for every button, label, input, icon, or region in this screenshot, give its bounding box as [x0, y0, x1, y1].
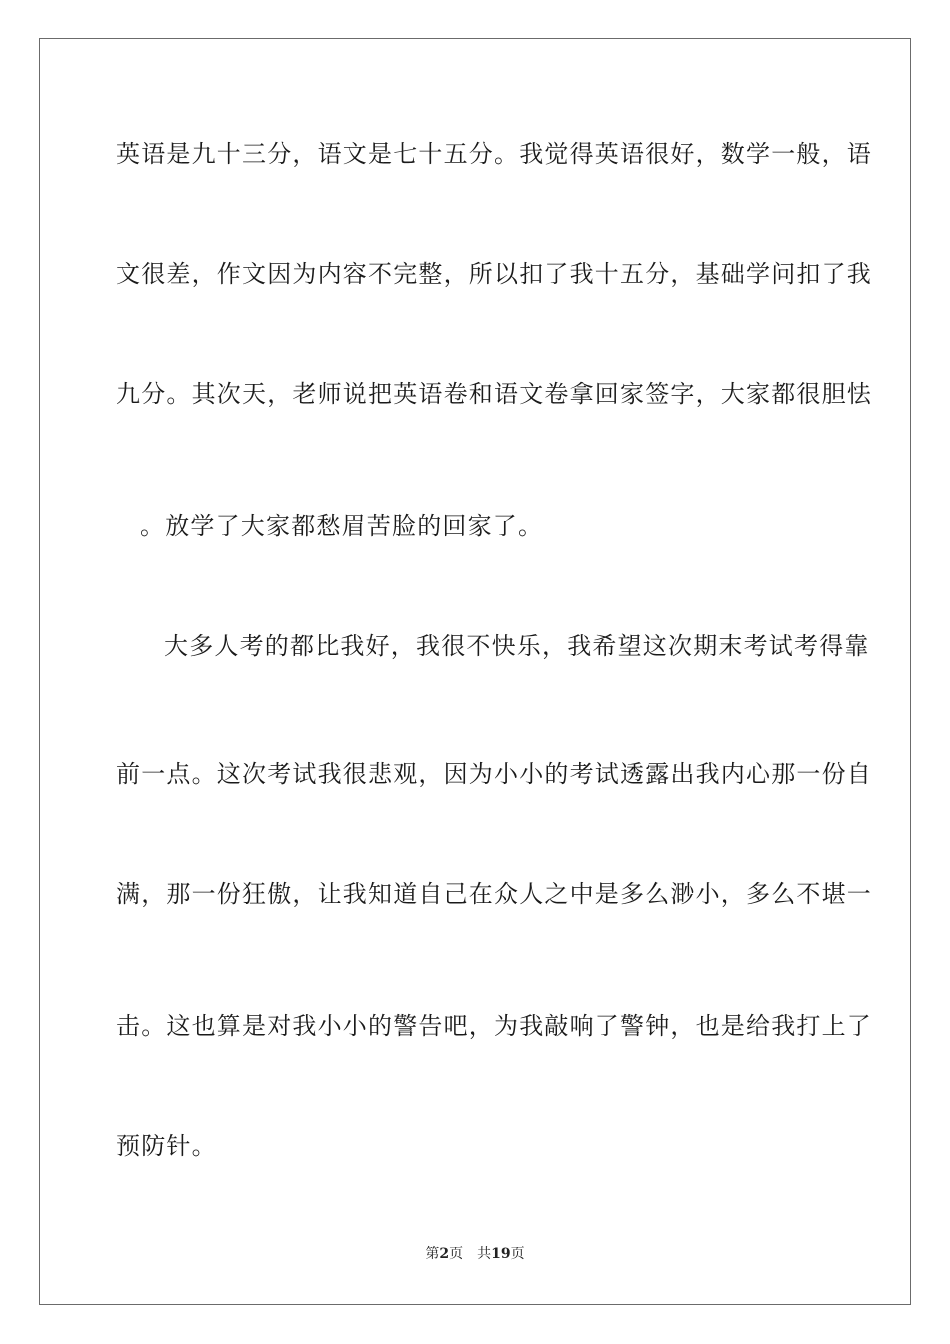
total-prefix: 共	[477, 1246, 492, 1262]
paragraph-line-2: 文很差，作文因为内容不完整，所以扣了我十五分，基础学问扣了我	[116, 260, 872, 288]
page-prefix: 第	[425, 1246, 440, 1262]
page-suffix: 页	[449, 1246, 464, 1262]
page-footer	[0, 1245, 950, 1263]
page-frame	[39, 38, 911, 1305]
total-page-count: 19	[491, 1246, 511, 1262]
paragraph-line-5: 大多人考的都比我好，我很不快乐，我希望这次期末考试考得靠	[164, 632, 870, 660]
total-suffix: 页	[510, 1246, 525, 1262]
current-page-number: 2	[439, 1246, 450, 1262]
paragraph-line-1: 英语是九十三分，语文是七十五分。我觉得英语很好，数学一般，语	[116, 140, 872, 168]
paragraph-line-3: 九分。其次天，老师说把英语卷和语文卷拿回家签字，大家都很胆怯	[116, 380, 872, 408]
paragraph-line-8: 击。这也算是对我小小的警告吧，为我敲响了警钟，也是给我打上了	[116, 1012, 872, 1040]
paragraph-line-6: 前一点。这次考试我很悲观，因为小小的考试透露出我内心那一份自	[116, 760, 872, 788]
paragraph-line-7: 满，那一份狂傲，让我知道自己在众人之中是多么渺小，多么不堪一	[116, 880, 872, 908]
paragraph-line-9: 预防针。	[116, 1132, 217, 1160]
paragraph-line-4: 。放学了大家都愁眉苦脸的回家了。	[140, 512, 544, 540]
